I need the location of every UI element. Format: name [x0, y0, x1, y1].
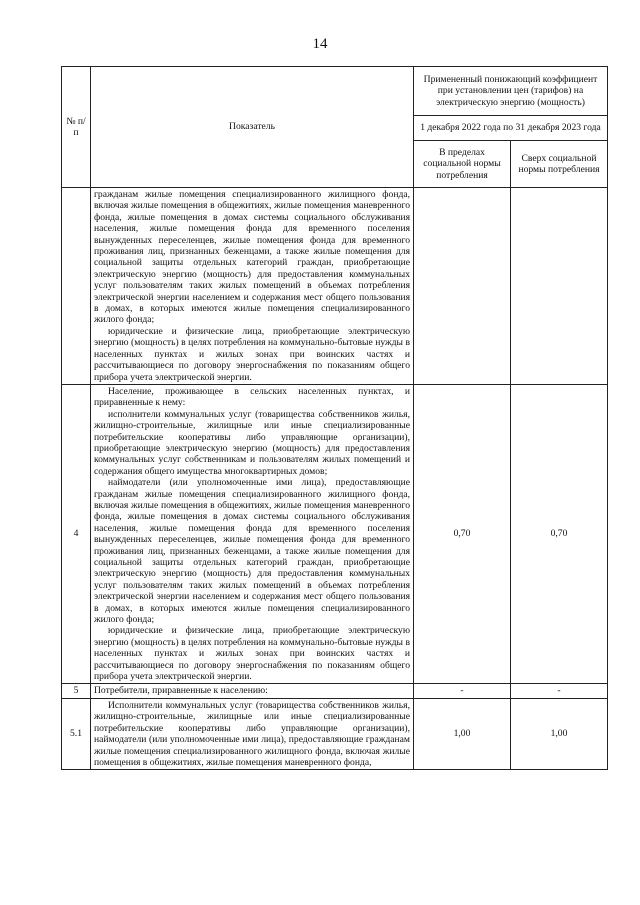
tariff-table — [61, 66, 608, 770]
table-row — [62, 698, 608, 769]
header-row — [62, 67, 608, 116]
header-indicator: Показатель — [91, 67, 414, 188]
row-paragraph: наймодатели (или уполномоченные ими лица), предоставляющие гражданам жилые помещения специализированного жилищного фонда, включая жилые помещения в общежитиях, жилые помещения маневренного фонда, жилые помещения в домах системы социального обслуживания населения, жилые помещения фонда для временного поселения вынужденных переселенцев, жилые помещения фонда для временного проживания лиц, признанных беженцами, а также жилые помещения для социальной защиты отдельных категорий граждан, приобретающие электрическую энергию (мощность) для предоставления коммунальных услуг пользователям таких жилых помещений в объемах потребления электрической энергии населением и содержания мест общего пользования в домах, в которых имеются жилые помещения специализированного жилого фонда; — [94, 477, 410, 626]
page-number: 14 — [312, 36, 328, 52]
row-paragraph: Потребители, приравненные к населению: — [94, 685, 268, 697]
row-number: 4 — [62, 384, 91, 684]
table-row — [62, 188, 608, 385]
row-paragraph: Исполнители коммунальных услуг (товарищества собственников жилья, жилищно-строительные, жилищные или иные специализированные потребительские кооперативы либо управляющие организации), наймодатели (или уполномоченные ими лица), предоставляющие гражданам жилые помещения специализированного жилищного фонда, включая жилые помещения в общежитиях, жилые помещения маневренного фонда, — [94, 699, 410, 768]
header-num: № п/п — [62, 67, 91, 188]
row-paragraph: юридические и физические лица, приобретающие электрическую энергию (мощность) в целях потребления на коммунально-бытовые нужды в населенных пунктах и жилых зонах при воинских частях и рассчитывающиеся по договору энергоснабжения по показаниям общего прибора учета электрической энергии. — [94, 325, 410, 383]
header-over-norm: Сверх социальной нормы потребления — [511, 141, 608, 188]
row-number: 5 — [62, 684, 91, 698]
header-within-norm: В пределах социальной нормы потребления — [414, 141, 511, 188]
table-row — [62, 384, 608, 684]
row-number — [62, 188, 91, 385]
row-within-value — [414, 188, 511, 385]
row-indicator — [91, 698, 414, 769]
row-within-value: - — [414, 684, 511, 698]
row-paragraph: исполнители коммунальных услуг (товарищества собственников жилья, жилищно-строительные, жилищные или иные специализированные потребительские кооперативы либо управляющие организации), приобретающие электрическую энергию (мощность) для предоставления коммунальных услуг собственникам и пользователям жилых помещений и содержания общего имущества многоквартирных домов; — [94, 408, 410, 477]
row-within-value: 1,00 — [414, 698, 511, 769]
row-number: 5.1 — [62, 698, 91, 769]
table-row — [62, 684, 608, 698]
row-indicator — [91, 384, 414, 684]
row-paragraph: юридические и физические лица, приобретающие электрическую энергию (мощность) в целях потребления на коммунально-бытовые нужды в населенных пунктах и жилых зонах при воинских частях и рассчитывающиеся по договору энергоснабжения по показаниям общего прибора учета электрической энергии. — [94, 625, 410, 683]
row-over-value — [511, 188, 608, 385]
row-paragraph: Население, проживающее в сельских населенных пунктах, и приравненные к нему: — [94, 385, 410, 409]
row-within-value: 0,70 — [414, 384, 511, 684]
header-coefficient: Примененный понижающий коэффициент при установлении цен (тарифов) на электрическую энергию (мощность) — [414, 67, 608, 116]
row-over-value: 1,00 — [511, 698, 608, 769]
row-over-value: - — [511, 684, 608, 698]
header-period: 1 декабря 2022 года по 31 декабря 2023 года — [414, 116, 608, 141]
row-paragraph: гражданам жилые помещения специализированного жилищного фонда, включая жилые помещения в общежитиях, жилые помещения маневренного фонда, жилые помещения в домах системы социального обслуживания населения, жилые помещения фонда для временного поселения вынужденных переселенцев, жилые помещения фонда для временного проживания лиц, признанных беженцами, а также жилые помещения для социальной защиты отдельных категорий граждан, приобретающие электрическую энергию (мощность) для предоставления коммунальных услуг пользователям таких жилых помещений в объемах потребления электрической энергии населением и содержания мест общего пользования в домах, в которых имеются жилые помещения специализированного жилого фонда; — [94, 189, 410, 326]
row-over-value: 0,70 — [511, 384, 608, 684]
row-indicator — [91, 188, 414, 385]
row-indicator — [91, 684, 414, 698]
